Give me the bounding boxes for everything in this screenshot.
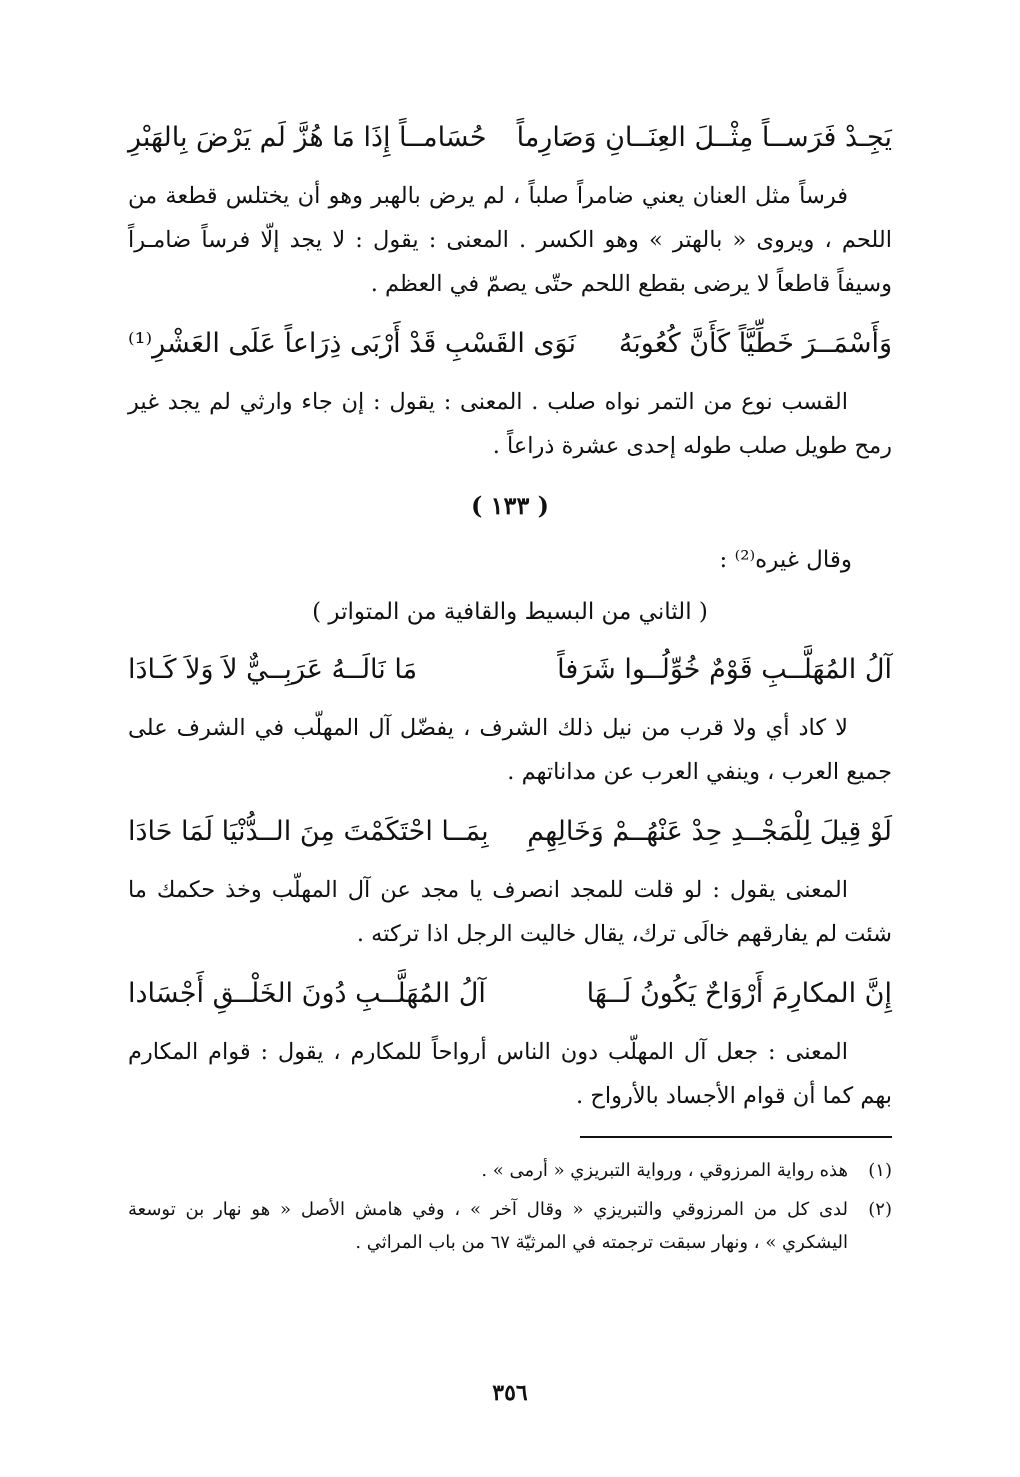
- verse-first-hemistich: لَوْ قِيلَ لِلْمَجْــدِ حِدْ عَنْهُــمْ وَخَالِهِمِ: [527, 816, 892, 847]
- verse-second-hemistich: آلُ المُهَلَّــبِ دُونَ الخَلْــقِ أَجْسَادا: [128, 978, 486, 1009]
- verse-second-hemistich: بِمَــا احْتَكَمْتَ مِنَ الــدُّنْيَا لَمَا حَادَا: [128, 816, 489, 847]
- poem-number: ( ١٣٣ ): [470, 491, 550, 520]
- footnote: [128, 1154, 892, 1187]
- verse-first-hemistich: وَأَسْمَــرَ خَطِّيَّاً كَأَنَّ كُعُوبَهُ: [618, 328, 892, 359]
- page-content: [128, 118, 892, 1265]
- footnote-text: هذه رواية المرزوقي ، ورواية التبريزي « أرمى » .: [481, 1160, 848, 1181]
- verse-first-hemistich: إِنَّ المكارِمَ أَرْوَاحٌ يَكُونُ لَــهَا: [586, 978, 892, 1009]
- poem-meter: ( الثاني من البسيط والقافية من المتواتر ): [312, 599, 708, 625]
- footnote-text: لدى كل من المرزوقي والتبريزي « وقال آخر » ، وفي هامش الأصل « هو نهار بن توسعة اليشكري » ، ونهار سبقت ترجمته في المرثيّة ٦٧ من باب المراثي .: [128, 1199, 848, 1253]
- verse-line: [128, 650, 892, 690]
- verse-first-hemistich: آلُ المُهَلَّــبِ قَوْمٌ خُوِّلُــوا شَرَفاً: [557, 654, 892, 685]
- verse-second-hemistich: حُسَامــاً إِذَا مَا هُزَّ لَم يَرْضَ بِالهَبْرِ: [128, 122, 487, 153]
- footnote-divider: [580, 1136, 892, 1138]
- verse-commentary: لا كاد أي ولا قرب من نيل ذلك الشرف ، يفضّل آل المهلّب في الشرف على جميع العرب ، وينفي العرب عن مداناتهم .: [128, 715, 892, 785]
- page-number: ٣٥٦: [492, 1380, 528, 1406]
- footnote-number: (٢): [868, 1199, 892, 1220]
- poem-intro: وقال غيره⁽²⁾ :: [719, 547, 852, 573]
- verse-commentary: المعنى يقول : لو قلت للمجد انصرف يا مجد عن آل المهلّب وخذ حكمك ما شئت لم يفارقهم خالَى ترك، يقال خاليت الرجل اذا تركته .: [128, 877, 892, 947]
- verse-line: [128, 812, 892, 852]
- verse-line: [128, 324, 892, 364]
- footnote: [128, 1193, 892, 1259]
- verse-second-hemistich: مَا نَالَــهُ عَرَبِــيٌّ لاَ وَلاَ كَـادَا: [128, 654, 418, 685]
- verse-commentary: فرساً مثل العنان يعني ضامراً صلباً ، لم يرض بالهبر وهو أن يختلس قطعة من اللحم ، ويروى « بالهتر » وهو الكسر . المعنى : يقول : لا يجد إلّا فرساً ضامـراً وسيفاً قاطعاً لا يرضى بقطع اللحم حتّى يصمّ في العظم .: [128, 183, 892, 297]
- footnote-number: (١): [868, 1160, 892, 1181]
- verse-commentary: المعنى : جعل آل المهلّب دون الناس أرواحاً للمكارم ، يقول : قوام المكارم بهم كما أن قوام الأجساد بالأرواح .: [128, 1039, 892, 1109]
- verse-line: [128, 974, 892, 1014]
- verse-second-hemistich: نَوَى القَسْبِ قَدْ أَرْبَى ذِرَاعاً عَلَى العَشْرِ⁽¹⁾: [128, 328, 577, 359]
- verse-line: [128, 118, 892, 158]
- verse-commentary: القسب نوع من التمر نواه صلب . المعنى : يقول : إن جاء وارثي لم يجد غير رمح طويل صلب طوله إحدى عشرة ذراعاً .: [128, 389, 892, 459]
- verse-first-hemistich: يَجِـدْ فَرَســاً مِثْــلَ العِنَــانِ وَصَارِماً: [516, 122, 892, 153]
